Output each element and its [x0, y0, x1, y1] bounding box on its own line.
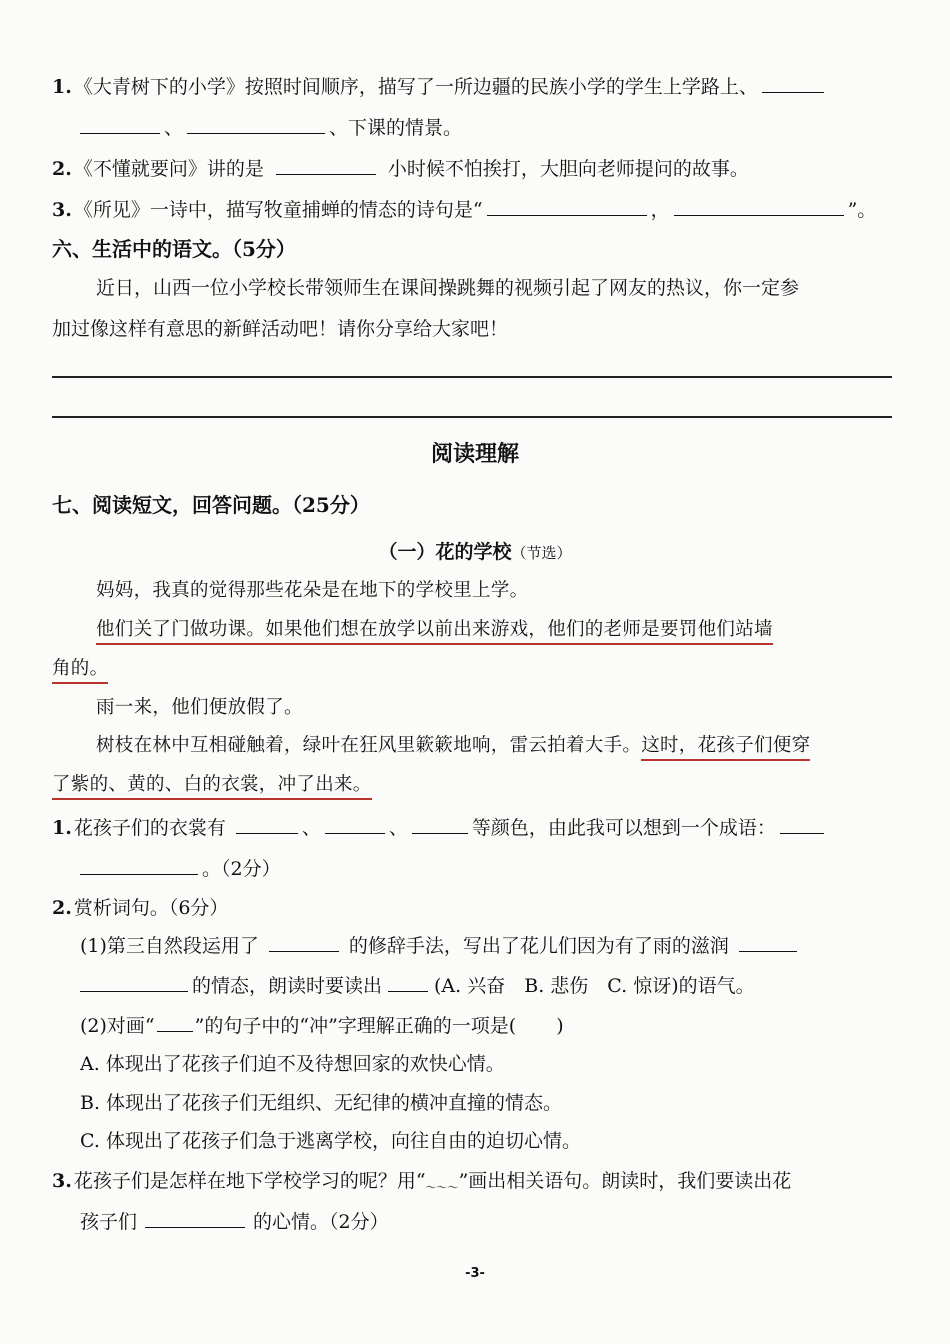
fill-question-2	[52, 158, 898, 181]
answer-blank[interactable]	[739, 950, 797, 952]
underlined-sentence: 他们关了门做功课。如果他们想在放学以前出来游戏，他们的老师是要罚他们站墙	[96, 619, 773, 645]
question-number: 1.	[52, 817, 72, 839]
answer-blank[interactable]	[762, 91, 824, 93]
question-number: 1.	[52, 76, 72, 98]
separator: 、	[164, 117, 184, 139]
underlined-sentence: 了紫的、黄的、白的衣裳，冲了出来。	[52, 774, 372, 800]
reading-question-1	[52, 817, 898, 840]
answer-line-2[interactable]	[52, 416, 892, 418]
answer-blank[interactable]	[269, 950, 339, 952]
section-6-paragraph-line-1: 近日，山西一位小学校长带领师生在课间操跳舞的视频引起了网友的热议，你一定参	[96, 277, 800, 299]
separator: 、	[301, 817, 321, 839]
question-number: 2.	[52, 897, 72, 919]
passage-paragraph-2-line-1	[52, 619, 898, 641]
answer-blank[interactable]	[487, 214, 647, 216]
reading-question-2-1	[80, 935, 898, 958]
underline-sample	[157, 1030, 193, 1032]
underlined-sentence: 这时，花孩子们便穿	[641, 735, 810, 761]
passage-paragraph-1: 妈妈，我真的觉得那些花朵是在地下的学校里上学。	[96, 580, 529, 601]
question-text: 。（2分）	[202, 858, 281, 880]
question-text: ”画出相关语句。朗读时，我们要读出花	[458, 1170, 792, 1192]
question-number: 3.	[52, 1170, 72, 1192]
question-text: (A. 兴奋 B. 悲伤 C. 惊讶)的语气。	[434, 975, 755, 997]
question-text: 的情态，朗读时要读出	[192, 975, 383, 997]
reading-question-3	[52, 1170, 898, 1194]
question-number: 3.	[52, 199, 72, 221]
fill-question-1-cont	[80, 117, 898, 140]
question-text: 、下课的情景。	[329, 117, 463, 139]
fill-question-3	[52, 199, 898, 222]
separator: 、	[388, 817, 408, 839]
question-text: 孩子们	[80, 1211, 138, 1233]
passage-text: 树枝在林中互相碰触着，绿叶在狂风里簌簌地响，雷云拍着大手。	[96, 735, 642, 756]
answer-blank[interactable]	[674, 214, 844, 216]
answer-blank[interactable]	[80, 990, 188, 992]
reading-question-2	[52, 897, 898, 920]
question-text: )	[556, 1015, 564, 1037]
answer-blank[interactable]	[325, 832, 385, 834]
passage-paragraph-3: 雨一来，他们便放假了。	[96, 697, 303, 718]
comma: ，	[650, 199, 670, 221]
quote-end: ”。	[847, 199, 877, 221]
question-text: 花孩子们是怎样在地下学校学习的呢？用“	[73, 1170, 426, 1192]
question-text: (2)对画“	[80, 1015, 155, 1037]
passage-title-note: （节选）	[511, 544, 572, 562]
answer-blank[interactable]	[187, 132, 325, 134]
question-text: 花孩子们的衣裳有	[73, 817, 226, 839]
question-text: 的心情。（2分）	[253, 1211, 389, 1233]
answer-blank[interactable]	[145, 1226, 245, 1228]
passage-title-text: （一）花的学校	[378, 541, 512, 563]
section-6-title: 六、生活中的语文。（5分）	[52, 237, 296, 261]
passage-paragraph-2-line-2	[52, 658, 898, 680]
underlined-sentence: 角的。	[52, 658, 108, 684]
question-text: 《不懂就要问》讲的是	[73, 158, 264, 180]
answer-blank[interactable]	[80, 132, 160, 134]
answer-blank[interactable]	[412, 832, 468, 834]
option-b[interactable]: B. 体现出了花孩子们无组织、无纪律的横冲直撞的情态。	[80, 1092, 563, 1114]
question-text: ”的句子中的“冲”字理解正确的一项是(	[194, 1015, 517, 1037]
fill-question-1	[52, 76, 898, 99]
question-text: (1)第三自然段运用了	[80, 935, 259, 957]
reading-question-3-cont	[80, 1211, 898, 1234]
question-text: 小时候不怕挨打，大胆向老师提问的故事。	[387, 158, 749, 180]
question-text: 《大青树下的小学》按照时间顺序，描写了一所边疆的民族小学的学生上学路上、	[73, 76, 758, 98]
wavy-line-sample: ～～～	[425, 1181, 459, 1194]
answer-blank[interactable]	[80, 873, 198, 875]
question-number: 2.	[52, 158, 72, 180]
reading-question-1-cont	[80, 858, 898, 881]
answer-blank[interactable]	[236, 832, 298, 834]
reading-question-2-1-cont	[80, 975, 898, 998]
question-text: 赏析词句。（6分）	[73, 897, 229, 919]
passage-paragraph-4-line-2	[52, 774, 898, 796]
page-number: -3-	[465, 1266, 485, 1281]
reading-heading: 阅读理解	[430, 441, 519, 467]
passage-title	[52, 541, 898, 564]
option-c[interactable]: C. 体现出了花孩子们急于逃离学校，向往自由的迫切心情。	[80, 1130, 581, 1152]
reading-question-2-2	[80, 1015, 898, 1038]
answer-blank[interactable]	[388, 990, 428, 992]
passage-paragraph-4-line-1	[52, 735, 898, 757]
question-text: 等颜色，由此我可以想到一个成语：	[471, 817, 776, 839]
answer-line-1[interactable]	[52, 376, 892, 378]
question-text: 《所见》一诗中，描写牧童捕蝉的情态的诗句是“	[73, 199, 483, 221]
question-text: 的修辞手法，写出了花儿们因为有了雨的滋润	[348, 935, 729, 957]
option-a[interactable]: A. 体现出了花孩子们迫不及待想回家的欢快心情。	[80, 1053, 505, 1075]
answer-blank[interactable]	[780, 832, 824, 834]
section-7-title: 七、阅读短文，回答问题。（25分）	[52, 493, 370, 517]
section-6-paragraph-line-2: 加过像这样有意思的新鲜活动吧！请你分享给大家吧！	[52, 318, 509, 340]
answer-blank[interactable]	[276, 173, 376, 175]
